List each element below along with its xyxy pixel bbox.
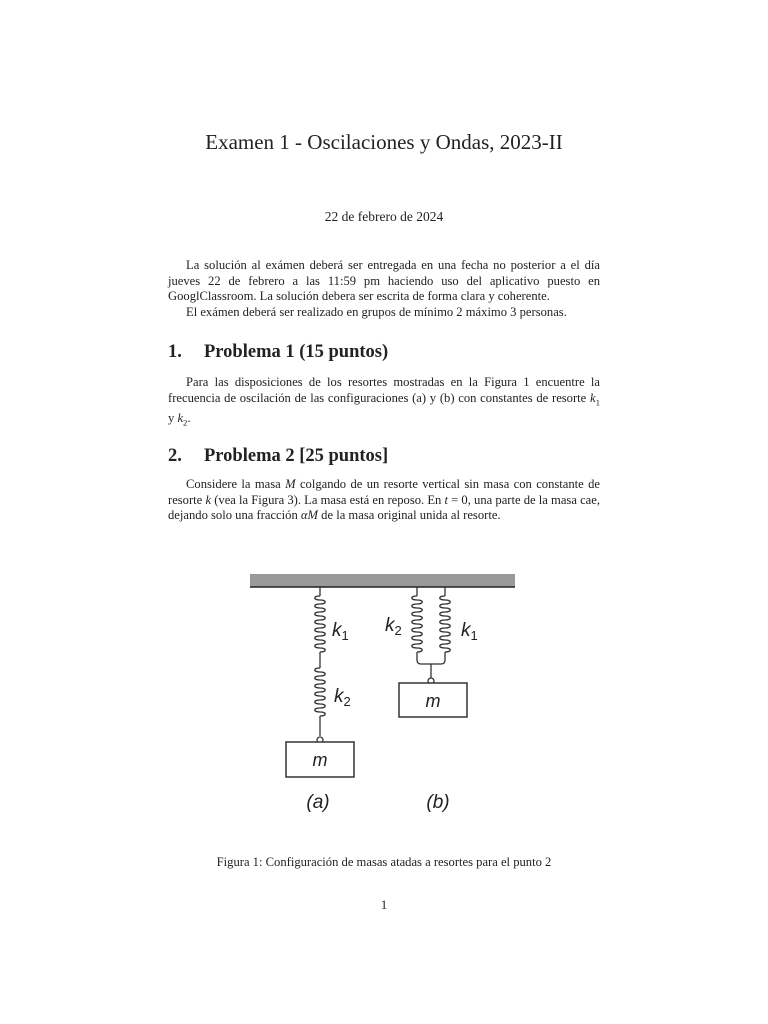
- section-1-body: [168, 375, 600, 431]
- k2-symbol: k: [177, 410, 184, 425]
- mass-b-label: m: [425, 691, 441, 711]
- spring-a-k1: [315, 587, 326, 668]
- section-2-text-5: de la masa original unida al resorte.: [318, 508, 501, 522]
- section-1-text-b: y: [168, 410, 178, 425]
- mass-symbol: M: [285, 477, 296, 491]
- spring-b-k1: [428, 587, 450, 684]
- intro-paragraph: [168, 258, 600, 320]
- section-2-body: [168, 477, 600, 524]
- ceiling-bar: [250, 574, 515, 587]
- label-b-k2: $k_2$: [385, 615, 402, 638]
- section-1-text-a: Para las disposiciones de los resortes mostradas en la Figura 1 encuentre la frecuencia de oscilación de las configuraciones (a) y (b) con constantes de resorte: [168, 375, 600, 405]
- document-date: 22 de febrero de 2024: [324, 209, 444, 224]
- section-2-title: Problema 2 [25 puntos]: [204, 446, 389, 466]
- intro-text-1: La solución al exámen deberá ser entregada en una fecha no posterior a el día jueves 22 de febrero a las 11:59 pm haciendo uso del aplicativo puesto en GooglClassroom. La solución debera ser escrita de forma clara y coherente.: [168, 258, 600, 303]
- spring-b-k2: [412, 587, 431, 664]
- k-symbol: k: [205, 492, 212, 507]
- section-1-title: Problema 1 (15 puntos): [204, 342, 389, 362]
- section-1-text-c: .: [187, 410, 191, 425]
- t-symbol: t: [444, 492, 448, 507]
- label-a-k2: $k_2$: [334, 686, 351, 709]
- figure-caption: Figura 1: Configuración de masas atadas a resortes para el punto 2: [216, 855, 552, 869]
- label-a-k1: $k_1$: [332, 620, 349, 643]
- page-number: 1: [380, 898, 388, 912]
- section-2-text-1: Considere la masa: [186, 477, 286, 491]
- panel-b-label: (b): [426, 792, 450, 813]
- intro-text-2: El exámen deberá ser realizado en grupos de mínimo 2 máximo 3 personas.: [186, 304, 567, 319]
- k1-subscript: 1: [595, 397, 600, 408]
- springs-figure: [250, 570, 520, 820]
- k1-symbol: k: [590, 390, 596, 405]
- section-2-text-4: = 0, una parte de la masa cae, dejando solo una fracción: [168, 492, 601, 522]
- section-1-number: 1.: [168, 342, 182, 362]
- mass-a-label: m: [312, 750, 328, 770]
- section-2-heading: [168, 446, 600, 467]
- section-2-text-2: colgando de un resorte vertical sin masa con constante de resorte: [168, 477, 600, 507]
- section-1-heading: [168, 342, 600, 363]
- alpha-symbol: α: [300, 508, 308, 522]
- spring-a-k2: [315, 668, 326, 743]
- section-2-number: 2.: [168, 446, 182, 466]
- document-title: Examen 1 - Oscilaciones y Ondas, 2023-II: [205, 130, 563, 154]
- section-2-text-3: (vea la Figura 3). La masa está en reposo. En: [211, 492, 445, 507]
- mass-symbol-2: M: [307, 508, 319, 522]
- panel-a-label: (a): [306, 792, 330, 813]
- k2-subscript: 2: [183, 417, 188, 428]
- label-b-k1: $k_1$: [461, 620, 478, 643]
